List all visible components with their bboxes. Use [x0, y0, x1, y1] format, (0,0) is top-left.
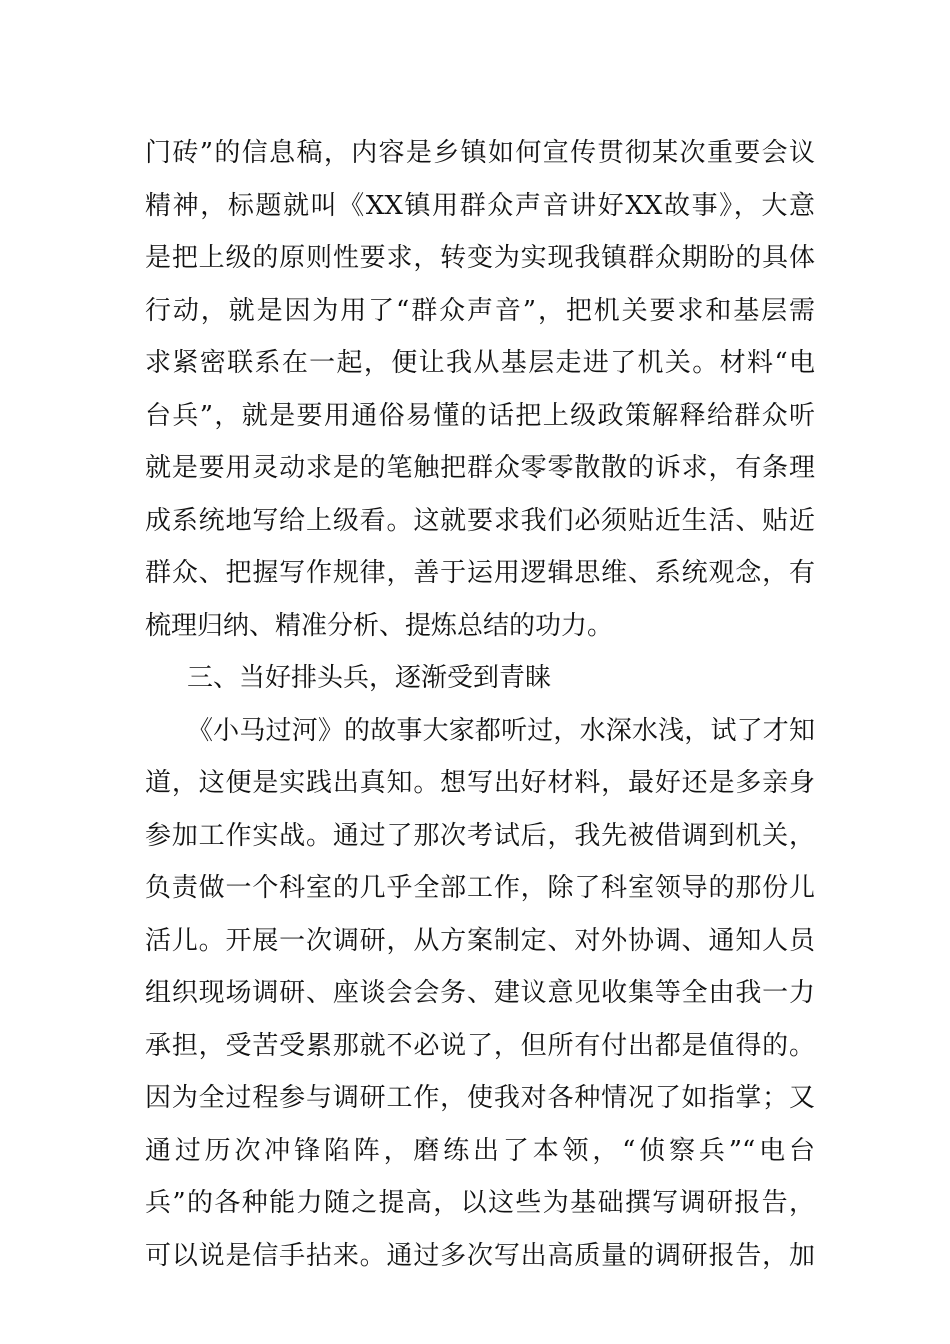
text-line: 门砖”的信息稿，内容是乡镇如何宣传贯彻某次重要会议: [145, 138, 815, 168]
text-line: 因为全过程参与调研工作，使我对各种情况了如指掌；又: [145, 1083, 815, 1113]
text-line: 梳理归纳、精准分析、提炼总结的功力。: [145, 610, 614, 641]
text-line: 可以说是信手拈来。通过多次写出高质量的调研报告，加: [145, 1240, 815, 1271]
text-line: 《小马过河》的故事大家都听过，水深水浅，试了才知: [187, 715, 815, 746]
text-line: 就是要用灵动求是的笔触把群众零零散散的诉求，有条理: [145, 453, 815, 483]
text-line: 活儿。开展一次调研，从方案制定、对外协调、通知人员: [145, 925, 815, 956]
text-line: 成系统地写给上级看。这就要求我们必须贴近生活、贴近: [145, 505, 815, 536]
text-line: 台兵”，就是要用通俗易懂的话把上级政策解释给群众听: [145, 400, 815, 431]
text-line: 是把上级的原则性要求，转变为实现我镇群众期盼的具体: [145, 243, 815, 273]
text-line: 兵”的各种能力随之提高，以这些为基础撰写调研报告，: [145, 1188, 815, 1218]
text-line: 群众、把握写作规律，善于运用逻辑思维、系统观念，有: [145, 558, 815, 588]
document-body: [145, 127, 815, 1282]
text-line: 精神，标题就叫《XX镇用群众声音讲好XX故事》，大意: [145, 190, 815, 221]
section-heading: 三、当好排头兵，逐渐受到青睐: [187, 663, 552, 693]
text-line: 通过历次冲锋陷阵，磨练出了本领，“侦察兵”“电台: [145, 1135, 815, 1166]
text-line: 承担，受苦受累那就不必说了，但所有付出都是值得的。: [145, 1030, 815, 1061]
text-line: 参加工作实战。通过了那次考试后，我先被借调到机关，: [145, 820, 815, 851]
text-line: 负责做一个科室的几乎全部工作，除了科室领导的那份儿: [145, 873, 815, 903]
text-line: 求紧密联系在一起，便让我从基层走进了机关。材料“电: [145, 348, 815, 378]
text-line: 组织现场调研、座谈会会务、建议意见收集等全由我一力: [145, 978, 815, 1008]
text-line: 道，这便是实践出真知。想写出好材料，最好还是多亲身: [145, 768, 815, 798]
text-line: 行动，就是因为用了“群众声音”，把机关要求和基层需: [145, 295, 815, 326]
